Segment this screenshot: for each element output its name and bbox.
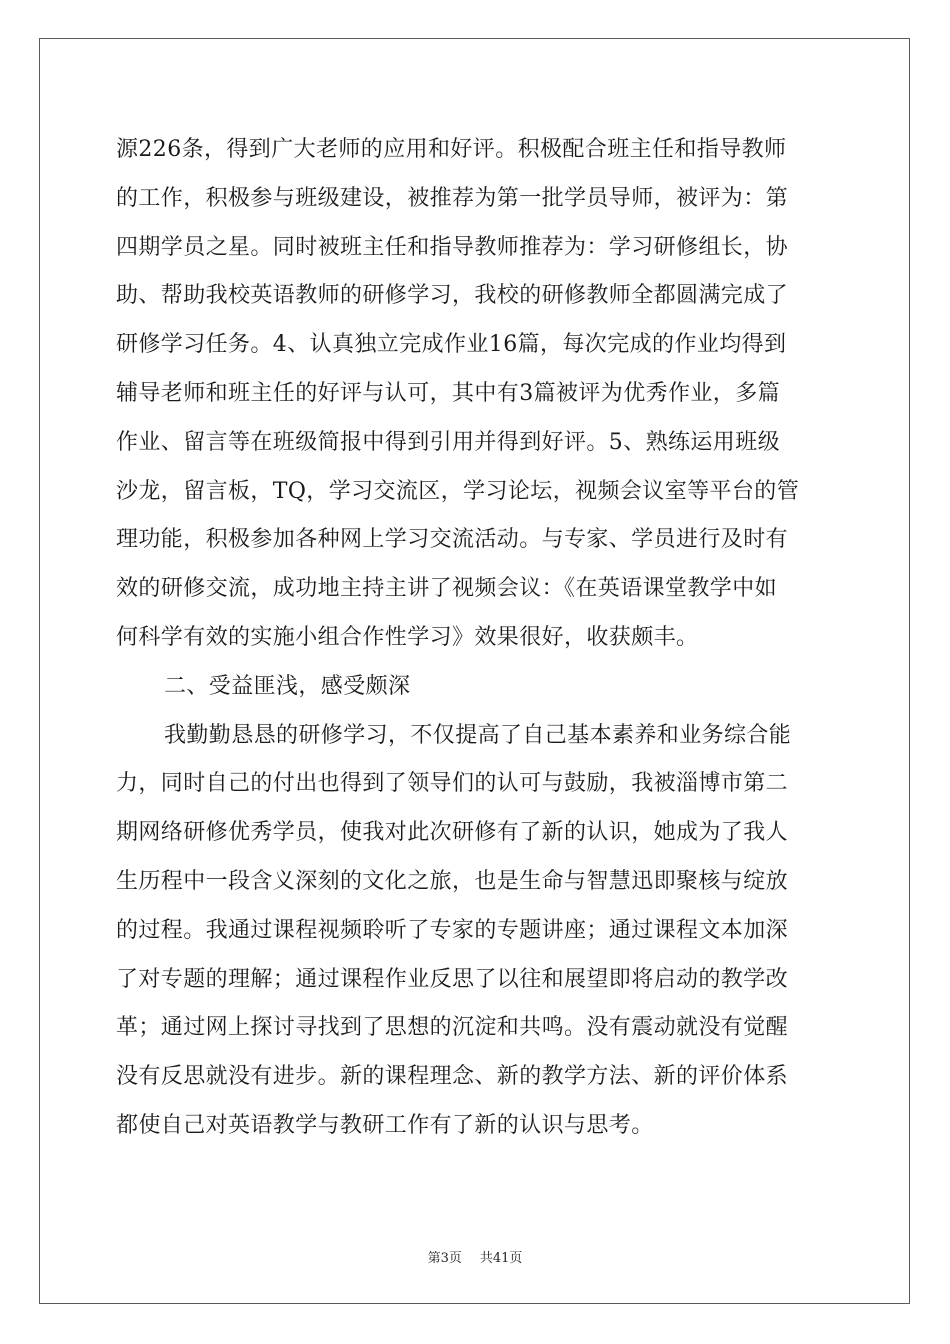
text-line: 沙龙，留言板，TQ，学习交流区，学习论坛，视频会议室等平台的管 (116, 478, 800, 504)
document-body (116, 126, 834, 1151)
text-line: 了对专题的理解；通过课程作业反思了以往和展望即将启动的教学改 (116, 966, 789, 992)
page-footer (0, 1247, 950, 1266)
text-line: 效的研修交流，成功地主持主讲了视频会议：《在英语课堂教学中如 (116, 576, 778, 602)
text-line: 助、帮助我校英语教师的研修学习，我校的研修教师全都圆满完成了 (116, 283, 789, 309)
text-line: 没有反思就没有进步。新的课程理念、新的教学方法、新的评价体系 (116, 1064, 789, 1090)
text-line: 辅导老师和班主任的好评与认可，其中有3篇被评为优秀作业，多篇 (116, 380, 780, 406)
text-line: 理功能，积极参加各种网上学习交流活动。与专家、学员进行及时有 (116, 527, 789, 553)
text-line: 的工作，积极参与班级建设，被推荐为第一批学员导师，被评为：第 (116, 185, 789, 211)
text-line: 都使自己对英语教学与教研工作有了新的认识与思考。 (116, 1112, 654, 1138)
text-line: 的过程。我通过课程视频聆听了专家的专题讲座；通过课程文本加深 (116, 917, 789, 943)
text-line: 四期学员之星。同时被班主任和指导教师推荐为：学习研修组长，协 (116, 234, 789, 260)
section-heading: 二、受益匪浅，感受颇深 (164, 673, 411, 699)
page-number: 第3页 (427, 1251, 462, 1266)
page-total: 共41页 (479, 1251, 523, 1266)
text-line: 力，同时自己的付出也得到了领导们的认可与鼓励，我被淄博市第二 (116, 771, 789, 797)
text-line: 生历程中一段含义深刻的文化之旅，也是生命与智慧迅即聚核与绽放 (116, 868, 789, 894)
text-line: 期网络研修优秀学员，使我对此次研修有了新的认识，她成为了我人 (116, 820, 789, 846)
text-line: 我勤勤恳恳的研修学习，不仅提高了自己基本素养和业务综合能 (164, 722, 792, 748)
text-line: 源226条，得到广大老师的应用和好评。积极配合班主任和指导教师 (116, 137, 787, 162)
text-line: 革；通过网上探讨寻找到了思想的沉淀和共鸣。没有震动就没有觉醒 (116, 1015, 789, 1041)
text-line: 作业、留言等在班级简报中得到引用并得到好评。5、熟练运用班级 (116, 429, 780, 455)
text-line: 何科学有效的实施小组合作性学习》效果很好，收获颇丰。 (116, 624, 699, 650)
text-line: 研修学习任务。4、认真独立完成作业16篇，每次完成的作业均得到 (116, 332, 787, 358)
